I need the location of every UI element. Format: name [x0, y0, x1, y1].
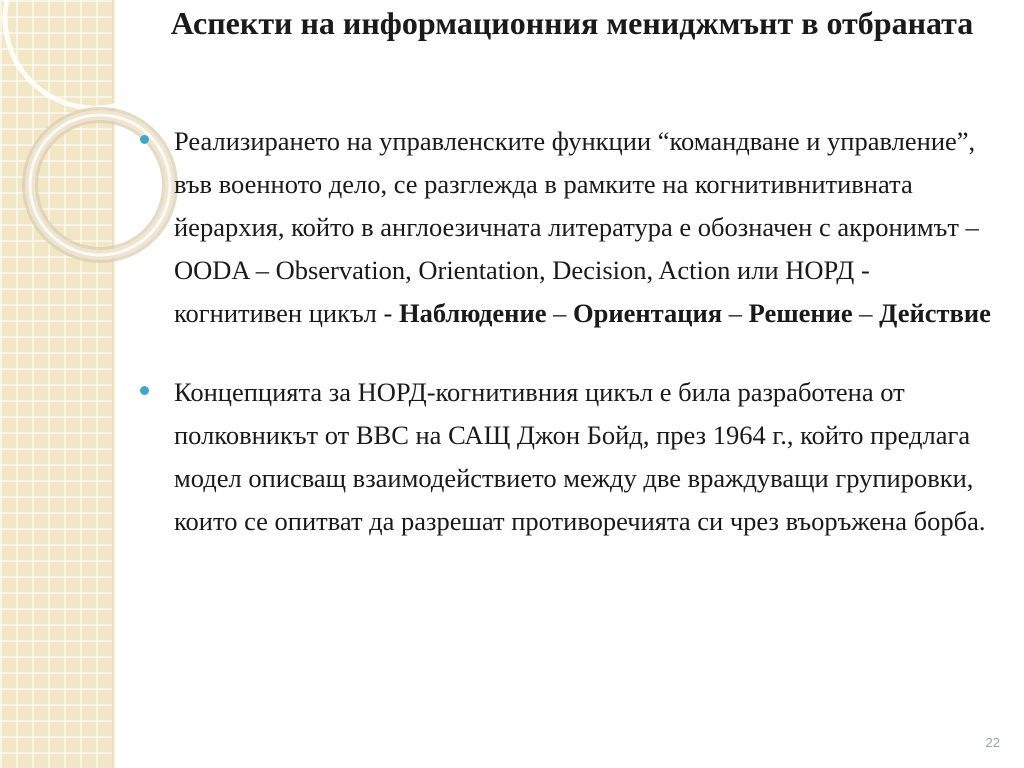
bullet-text-1: Реализирането на управленските функции “командване и управление”, във военното дело, се разглежда в рамките на когнитивнитивната йерархия, който в англоезичната литература е обозначен с акронимът – OODA – Observation, Orientation, Decision, Action или НОРД - когнитивен цикъл - [174, 126, 979, 328]
term-decision: Решение [748, 298, 853, 328]
bullet-item-2 [140, 371, 1000, 543]
bullet-text-2: Концепцията за НОРД-когнитивния цикъл е била разработена от полковникът от ВВС на САЩ Джон Бойд, през 1964 г., който предлага модел описващ взаимодействието между две враждуващи групировки, които се опитват да разрешат противоречията си чрез въоръжена борба. [174, 377, 986, 536]
term-action: Действие [879, 298, 991, 328]
term-observation: Наблюдение [398, 298, 547, 328]
bullet-list [140, 120, 1000, 543]
slide-page-number: 22 [985, 735, 1000, 750]
slide-title: Аспекти на информационния мениджмънт в отбраната [170, 5, 974, 41]
term-orientation: Ориентация [572, 298, 723, 328]
bullet-item-1 [140, 120, 1000, 335]
dash-separator-1: – [546, 298, 573, 328]
bullet-dot-icon [140, 135, 149, 144]
dash-separator-2: – [722, 298, 749, 328]
bullet-dot-icon [140, 386, 149, 395]
dash-separator-3: – [852, 298, 880, 328]
